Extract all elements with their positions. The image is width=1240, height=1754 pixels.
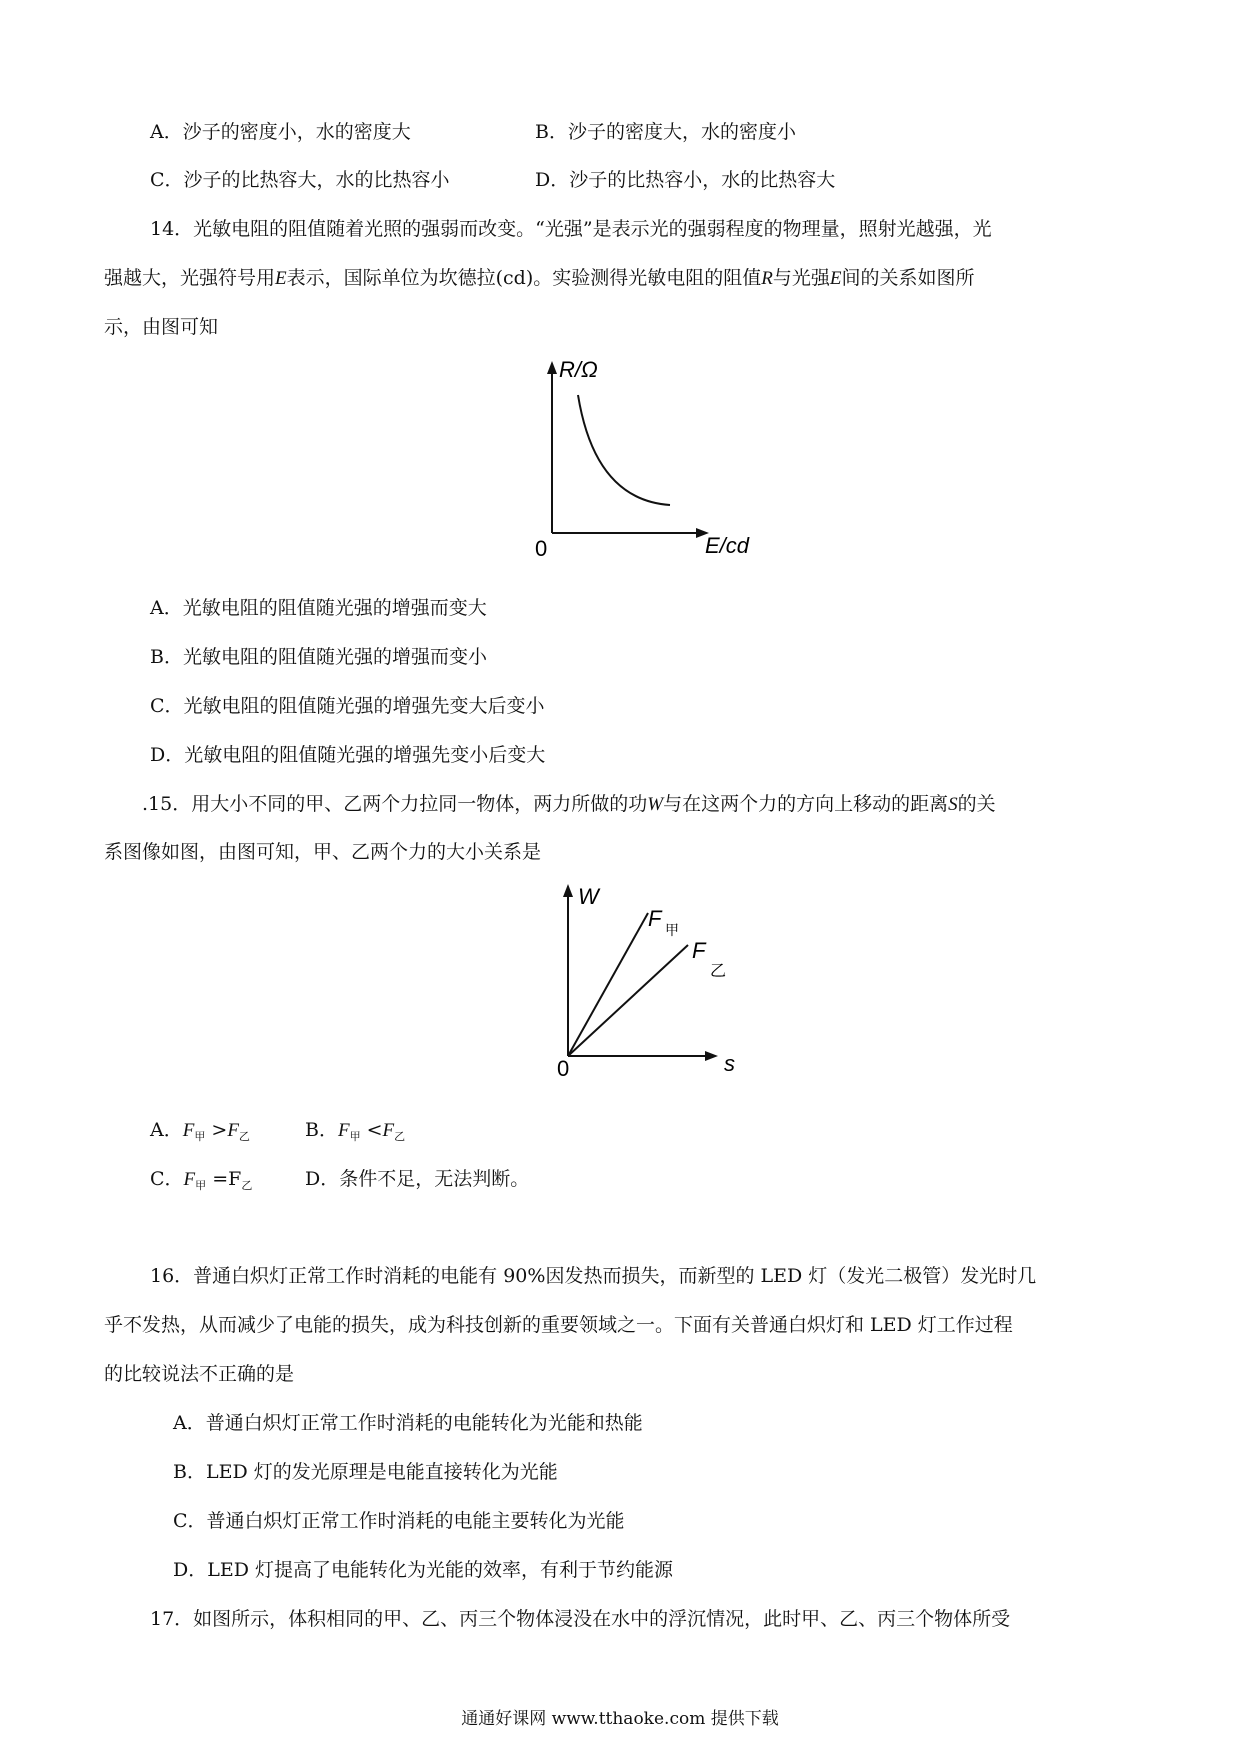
q15-option-a: A．$F_甲 >F_乙$: [150, 1119, 250, 1143]
q15-label-f-jia-sub: 甲: [665, 922, 679, 938]
q14-option-a: A．光敏电阻的阻值随光强的增强而变大: [150, 597, 487, 619]
q14-option-b: B．光敏电阻的阻值随光强的增强而变小: [150, 646, 487, 668]
var-r: R: [761, 268, 773, 289]
q16-option-c: C．普通白炽灯正常工作时消耗的电能主要转化为光能: [173, 1510, 625, 1532]
q15-y-label: W: [578, 884, 599, 909]
q14-option-d: D．光敏电阻的阻值随光强的增强先变小后变大: [150, 744, 546, 766]
q15-stem-line2: 系图像如图，由图可知，甲、乙两个力的大小关系是: [104, 841, 542, 863]
q15-x-arrow: [705, 1051, 718, 1061]
page-footer: 通通好课网 www.tthaoke.com 提供下载: [461, 1709, 779, 1729]
q16-stem-line1: 16．普通白炽灯正常工作时消耗的电能有 90%因发热而损失，而新型的 LED 灯（发光二极管）发光时几: [150, 1265, 1037, 1287]
q14-stem-line1: 14．光敏电阻的阻值随着光照的强弱而改变。“光强”是表示光的强弱程度的物理量，照射光越强，光: [150, 218, 992, 240]
q16-stem-line3: 的比较说法不正确的是: [104, 1363, 295, 1385]
q15-label-f-yi-sub: 乙: [710, 963, 727, 980]
q14-origin: 0: [535, 536, 548, 561]
q14-y-label: R/Ω: [559, 357, 598, 382]
q15-x-label: s: [724, 1051, 735, 1076]
q15-line-f-jia: [568, 913, 648, 1056]
q14-x-label: E/cd: [705, 533, 750, 558]
q15-y-arrow: [563, 884, 573, 897]
q14-stem-line2: 强越大，光强符号用E表示，国际单位为坎德拉(cd)。实验测得光敏电阻的阻值R与光强E间的关系如图所: [104, 267, 975, 289]
var-e-2: E: [829, 268, 842, 289]
q15-label-f-jia: F: [648, 906, 662, 931]
q16-stem-line2: 乎不发热，从而减少了电能的损失，成为科技创新的重要领域之一。下面有关普通白炽灯和 LED 灯工作过程: [104, 1314, 1013, 1336]
q15-graph: [548, 878, 758, 1088]
q14-y-arrow: [547, 361, 557, 374]
q14-option-c: C．光敏电阻的阻值随光强的增强先变大后变小: [150, 695, 545, 717]
q13-option-a: A．沙子的密度小，水的密度大: [150, 121, 411, 143]
q16-option-a: A．普通白炽灯正常工作时消耗的电能转化为光能和热能: [173, 1412, 643, 1434]
q14-graph: [535, 355, 765, 570]
q13-option-b: B．沙子的密度大，水的密度小: [535, 121, 796, 143]
q15-option-b: B．$F_甲 <F_乙$: [305, 1119, 406, 1143]
q13-option-c: C．沙子的比热容大，水的比热容小: [150, 169, 450, 191]
q15-stem-line1: .15．用大小不同的甲、乙两个力拉同一物体，两力所做的功W与在这两个力的方向上移动的距离S的关: [142, 793, 996, 815]
q14-curve: [578, 395, 670, 505]
q16-option-d: D．LED 灯提高了电能转化为光能的效率，有利于节约能源: [173, 1559, 673, 1581]
var-e: E: [275, 268, 287, 289]
q15-origin: 0: [557, 1056, 570, 1081]
q14-stem-line3: 示，由图可知: [104, 316, 219, 338]
var-w: W: [647, 794, 664, 815]
q17-stem-line1: 17．如图所示，体积相同的甲、乙、丙三个物体浸没在水中的浮沉情况，此时甲、乙、丙三个物体所受: [150, 1608, 1011, 1630]
q15-option-c: C．$F_甲 =F_乙$: [150, 1168, 253, 1192]
q16-option-b: B．LED 灯的发光原理是电能直接转化为光能: [173, 1461, 558, 1483]
q15-line-f-yi: [568, 945, 688, 1056]
q15-label-f-yi: F: [692, 938, 706, 963]
var-s: S: [948, 794, 958, 815]
q13-option-d: D．沙子的比热容小，水的比热容大: [535, 169, 836, 191]
q15-option-d: D．条件不足，无法判断。: [305, 1168, 530, 1190]
